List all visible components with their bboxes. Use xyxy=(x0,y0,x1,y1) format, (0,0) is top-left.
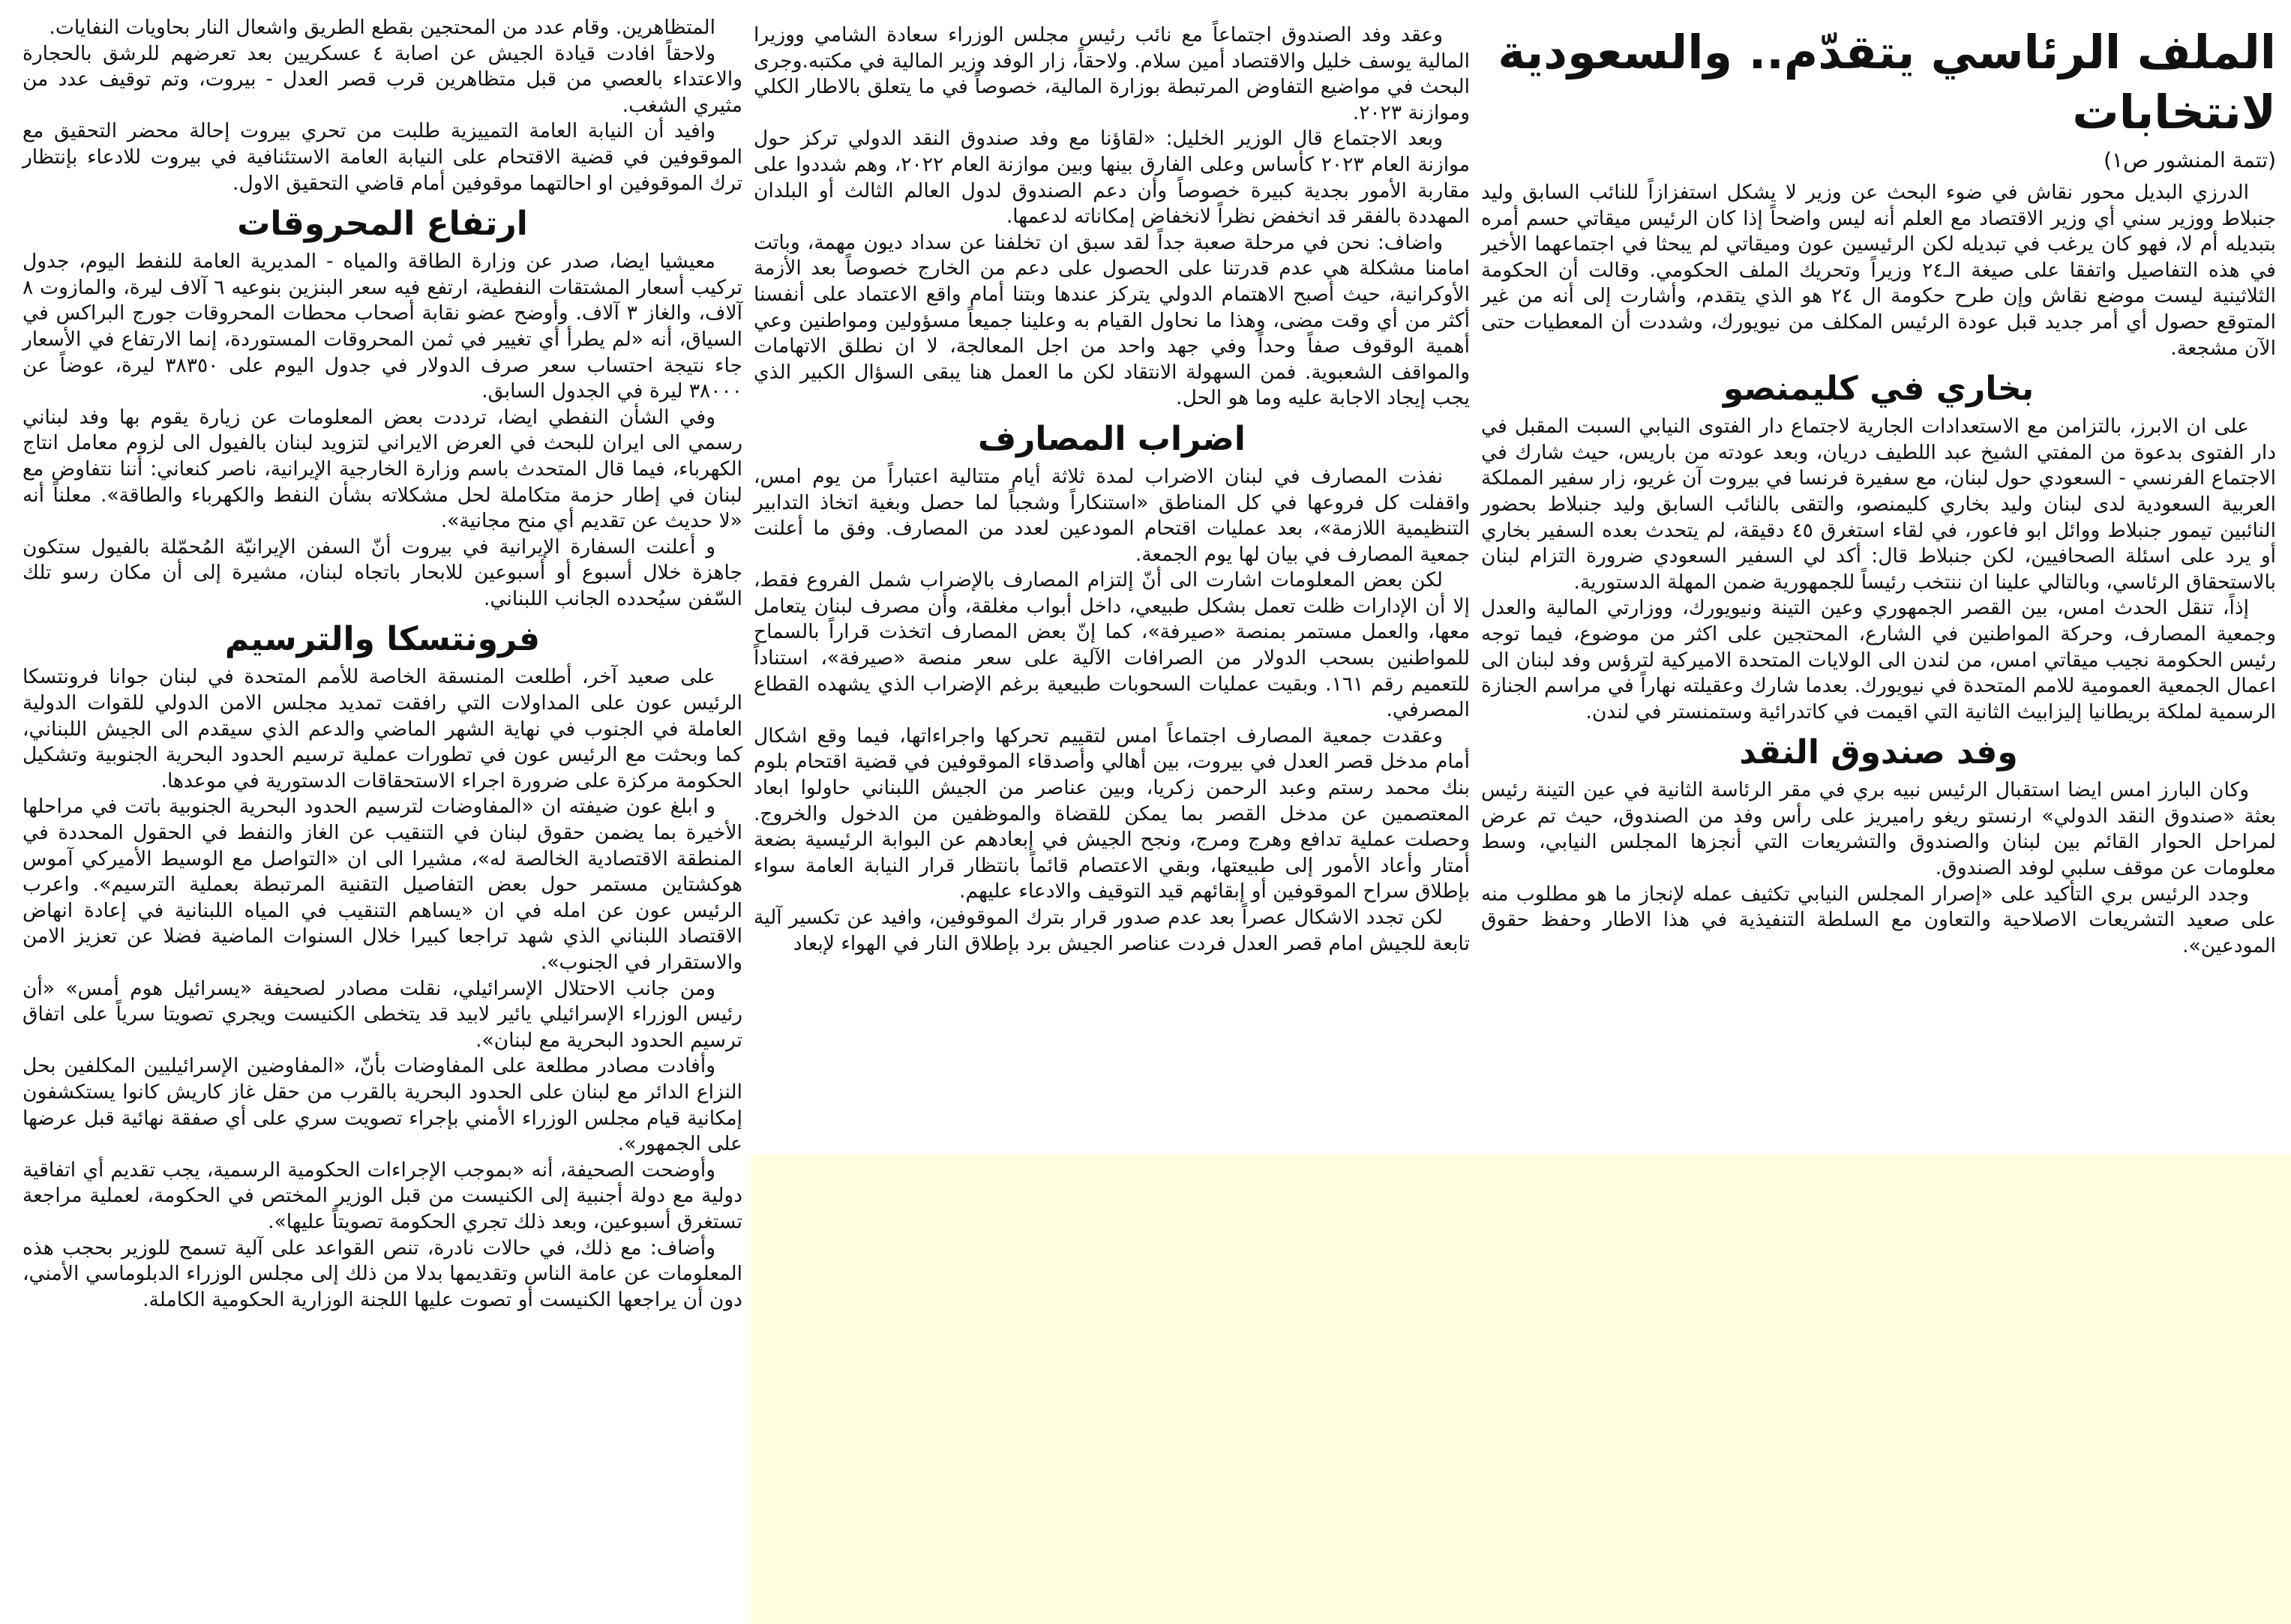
paragraph: لكن تجدد الاشكال عصراً بعد عدم صدور قرار بترك الموقوفين، وافيد عن تكسير آلية تابعة للجيش امام قصر العدل فردت عناصر الجيش برد بإطلاق النار في الهواء لإبعاد xyxy=(754,906,1470,955)
paragraph: وفي الشأن النفطي ايضا، ترددت بعض المعلومات عن زيارة يقوم بها وفد لبناني رسمي الى ايران للبحث في العرض الايراني لتزويد لبنان بالفيول الى لزوم معامل انتاج الكهرباء، فيما قال المتحدث باسم وزارة الخارجية الإيرانية، ناصر كنعاني: أننا نتفاوض مع لبنان في إطار حزمة متكاملة لحل مشكلاته بشأن النفط والكهرباء والطاقة». معلناً أنه «لا حديث عن تقديم أي منح مجانية». xyxy=(22,405,742,533)
paragraph: المتظاهرين. وقام عدد من المحتجين بقطع الطريق واشعال النار بحاويات النفايات. xyxy=(49,16,715,39)
continuation-note: (تتمة المنشور ص١) xyxy=(2104,148,2276,172)
paragraph: على ان الابرز، بالتزامن مع الاستعدادات الجارية لاجتماع دار الفتوى النيابي السبت المقبل في دار الفتوى بدعوة من المفتي الشيخ عبد اللطيف دريان، وبعد عودته من باريس، حيث شارك في الاجتماع الفرنسي - السعودي حول لبنان، مع سفيرة فرنسا في بيروت آن غريو، زار سفير المملكة العربية السعودية لدى لبنان وليد بخاري كليمنصو، والتقى بالنائب السابق وليد جنبلاط بحضور النائبين تيمور جنبلاط ووائل ابو فاعور، في لقاء استغرق ٤٥ دقيقة، لم يتحدث بعده السفير بخاري أو يرد على اسئلة الصحافيين، لكن جنبلاط قال: أكد لي السفير السعودي ضرورة التزام لبنان بالاستحقاق الرئاسي، وبالتالي علينا ان ننتخب رئيساً للجمهورية ضمن المهلة الدستورية. xyxy=(1481,415,2276,594)
paragraph: واضاف: نحن في مرحلة صعبة جداً لقد سبق ان تخلفنا عن سداد ديون مهمة، وباتت امامنا مشكلة هي عدم قدرتنا على الحصول على دعم من الخارج خصوصاً بعد الأزمة الأوكرانية، حيث أصبح الاهتمام الدولي يتركز عندها وبتنا أمام واقع الاعتماد على أنفسنا أكثر من أي وقت مضى، وهذا ما نحاول القيام به وعلينا جميعاً مسؤولين ومواطنين وعي أهمية الوقوف صفاً وحداً وفي جهد واحد من اجل المعالجة، لا ان نطلق الاتهامات والمواقف الشعبوية. فمن السهولة الانتقاد لكن ما العمل هنا يبقى السؤال الكبير الذي يجب إيجاد الاجابة عليه وما هو الحل. xyxy=(754,230,1470,410)
section-heading-banks: اضراب المصارف xyxy=(977,419,1246,458)
paragraph: ومن جانب الاحتلال الإسرائيلي، نقلت مصادر لصحيفة «يسرائيل هوم أمس» «أن رئيس الوزراء الإسرائيلي يائير لابيد قد يتخطى الكنيست ويجري تصويتا سرياً على اتفاق ترسيم الحدود البحرية مع لبنان». xyxy=(22,976,742,1052)
section-heading-fund: وفد صندوق النقد xyxy=(1739,733,2018,772)
paragraph: وأوضحت الصحيفة، أنه «بموجب الإجراءات الحكومية الرسمية، يجب تقديم أي اتفاقية دولية مع دولة أجنبية إلى الكنيست من قبل الوزير المختص في الحكومة، لعملية مراجعة تستغرق أسبوعين، وبعد ذلك تجري الحكومة تصويتاً عليها». xyxy=(22,1158,742,1233)
paragraph: وكان البارز امس ايضا استقبال الرئيس نبيه بري في مقر الرئاسة الثانية في عين التينة رئيس بعثة «صندوق النقد الدولي» ارنستو ريغو راميريز على رأس وفد من الصندوق، حيث تم عرض لمراحل الحوار القائم بين لبنان والصندوق والتشريعات التي أنجزها المجلس النيابي، وسط معلومات عن موقف سلبي لوفد الصندوق. xyxy=(1481,778,2276,880)
column-middle xyxy=(754,22,1470,957)
paragraph: وعقد وفد الصندوق اجتماعاً مع نائب رئيس مجلس الوزراء سعادة الشامي ووزيرا المالية يوسف خليل والاقتصاد أمين سلام. ولاحقاً، زار الوفد وزير المالية في مكتبه.وجرى البحث في مواضيع التفاوض المرتبطة بوزارة المالية، خصوصاً في ما يتعلق بالاطار الكلي وموازنة ٢٠٢٣. xyxy=(754,23,1470,124)
column-right xyxy=(1481,22,2276,959)
paragraph: الدرزي البديل محور نقاش في ضوء البحث عن وزير لا يشكل استفزازاً للنائب السابق وليد جنبلاط ووزير سني أي وزير الاقتصاد مع العلم أنه ليس واضحاً إذا كان الرئيس ميقاتي حسم أمره بتبديله أم لا، فهو كان يرغب في تبديله لكن الرئيسين عون وميقاتي لم يبحثا في اجتماعهما الأخير في هذه التفاصيل واتفقا على صيغة الـ٢٤ وزيراً وتحريك الملف الحكومي. وقالت أن الحكومة الثلاثينية ليست موضع نقاش وإن طرح حكومة ال ٢٤ هو الذي يتقدم، وأشارت إلى أنه من غير المتوقع حصول أي أمر جديد قبل عودة الرئيس المكلف من نيويورك، وشددت أن المعطيات حتى الآن مشجعة. xyxy=(1481,181,2276,360)
paragraph: و ابلغ عون ضيفته ان «المفاوضات لترسيم الحدود البحرية الجنوبية باتت في مراحلها الأخيرة بما يضمن حقوق لبنان في التنقيب عن الغاز والنفط في الحقول المحددة في المنطقة الاقتصادية الخالصة له»، مشيرا الى ان «التواصل مع الوسيط الأميركي آموس هوكشتاين مستمر حول بعض التفاصيل التقنية المرتبطة بعملية الترسيم». واعرب الرئيس عون عن امله في ان «يساهم التنقيب في المياه اللبنانية في إعادة انهاض الاقتصاد اللبناني الذي شهد تراجعا كبيرا خلال السنوات الماضية فضلا عن تعزيز الامن والاستقرار في الجنوب». xyxy=(22,795,742,974)
paragraph: على صعيد آخر، أطلعت المنسقة الخاصة للأمم المتحدة في لبنان جوانا فرونتسكا الرئيس عون على المداولات التي رافقت تمديد مجلس الامن الدولي للقوات الدولية العاملة في الجنوب في نهاية الشهر الماضي والدعم الذي سيقدم الى الجيش اللبناني، كما وبحثت مع الرئيس عون في تطورات عملية ترسيم الحدود البحرية الجنوبية وتشكيل الحكومة مركزة على ضرورة اجراء الاستحقاقات الدستورية في موعدها. xyxy=(22,665,742,793)
paragraph: وأفادت مصادر مطلعة على المفاوضات بأنّ، «المفاوضين الإسرائيليين المكلفين بحل النزاع الدائر مع لبنان على الحدود البحرية بالقرب من حقل غاز كاريش كانوا يستكشفون إمكانية قيام مجلس الوزراء الأمني بإجراء تصويت سري على أي صفقة نهائية قبل عرضها على الجمهور». xyxy=(22,1054,742,1156)
paragraph: معيشيا ايضا، صدر عن وزارة الطاقة والمياه - المديرية العامة للنفط اليوم، جدول تركيب أسعار المشتقات النفطية، ارتفع فيه سعر البنزين بنوعيه ٦ آلاف ليرة، والمازوت ٨ آلاف، والغاز ٣ آلاف. وأوضح عضو نقابة أصحاب محطات المحروقات جورج البراكس في السياق، أنه «لم يطرأ أي تغيير في ثمن المحروقات المستوردة، إنما الارتفاع في الأسعار جاء نتيجة احتساب سعر صرف الدولار في جدول اليوم على ٣٨٣٥٠ ليرة، عوضاً عن ٣٨٠٠٠ ليرة في الجدول السابق. xyxy=(22,250,743,403)
paragraph: لكن بعض المعلومات اشارت الى أنّ إلتزام المصارف بالإضراب شمل الفروع فقط، إلا أن الإدارات ظلت تعمل بشكل طبيعي، داخل أبواب مغلقة، وأن مصرف لبنان يتعامل معها، والعمل مستمر بمنصة «صيرفة»، كما إنّ بعض المصارف اتخذت قراراً بالسماح للمواطنين بسحب الدولار من الصرافات الآلية على سعر منصة «صيرفة»، استناداً للتعميم رقم ١٦١. وبقيت عمليات السحوبات طبيعية برغم الإضراب الذي يشهده القطاع المصرفي. xyxy=(754,568,1471,722)
paragraph: ولاحقاً افادت قيادة الجيش عن اصابة ٤ عسكريين بعد تعرضهم للرشق بالحجارة والاعتداء بالعصي من قبل متظاهرين قرب قصر العدل - بيروت، وتم توقيف عدد من مثيري الشغب. xyxy=(22,41,742,117)
headline: الملف الرئاسي يتقدّم.. والسعودية لانتخابات xyxy=(1498,25,2276,139)
paragraph: و أعلنت السفارة الإيرانية في بيروت أنّ السفن الإيرانيّة المُحمّلة بالفيول ستكون جاهزة خلال أسبوع أو أسبوعين للابحار باتجاه لبنان، مشيرة إلى أن مكان رسو تلك السّفن سيُحدده الجانب اللبناني. xyxy=(22,535,742,610)
column-left xyxy=(22,15,742,1313)
yellow-background-area xyxy=(750,1155,2291,1624)
paragraph: نفذت المصارف في لبنان الاضراب لمدة ثلاثة أيام متتالية اعتباراً من يوم امس، واقفلت كل فروعها في كل المناطق «استنكاراً وشجباً لما حصل وبغية اتخاذ التدابير التنظيمية اللازمة»، بعد عمليات اقتحام المودعين لعدد من المصارف. وفق ما أعلنت جمعية المصارف في بيان لها يوم الجمعة. xyxy=(754,464,1470,566)
paragraph: إذاً، تنقل الحدث امس، بين القصر الجمهوري وعين التينة ونيويورك، ووزارتي المالية والعدل وجمعية المصارف، وحركة المواطنين في الشارع، المحتجين على اكثر من موضوع، فيما توجه رئيس الحكومة نجيب ميقاتي امس، من لندن الى الولايات المتحدة الاميركية لترؤس وفد لبنان الى اعمال الجمعية العمومية للامم المتحدة في نيويورك. بعدما شارك وعقيلته نهاراً في مراسم الجنازة الرسمية لملكة بريطانيا إليزابيث الثانية التي اقيمت في كاتدرائية وستمنستر في لندن. xyxy=(1481,596,2276,724)
section-heading-bukhari: بخاري في كليمنصو xyxy=(1723,370,2035,409)
paragraph: وأضاف: مع ذلك، في حالات نادرة، تنص القواعد على آلية تسمح للوزير بحجب هذه المعلومات عن عامة الناس وتقديمها بدلا من ذلك إلى مجلس الوزراء الدبلوماسي الأمني، دون أن يراجعها الكنيست أو تصوت عليها اللجنة الوزارية الحكومية الكاملة. xyxy=(22,1236,742,1311)
section-heading-fuel: ارتفاع المحروقات xyxy=(237,205,528,244)
section-heading-frontiers: فرونتسكا والترسيم xyxy=(224,620,541,659)
paragraph: وعقدت جمعية المصارف اجتماعاً امس لتقييم تحركها واجراءاتها، فيما وقع اشكال أمام مدخل قصر العدل في بيروت، بين أهالي وأصدقاء الموقوفين في قضية اقتحام بلوم بنك محمد رستم وعبد الرحمن زكريا، وبين عناصر من الجيش اللبناني حاولوا ابعاد المعتصمين عن مدخل القصر بما يمكن للقضاة والموظفين من الدخول والخروج. وحصلت عملية تدافع وهرج ومرج، ونجح الجيش في إبعادهم عن البوابة الرئيسية بضعة أمتار وأعاد الأمور إلى طبيعتها، وبقي الاعتصام قائماً بانتظار قرار النيابة العامة سواء بإطلاق سراح الموقوفين أو إبقائهم قيد التوقيف والادعاء عليهم. xyxy=(754,724,1470,903)
paragraph: وجدد الرئيس بري التأكيد على «إصرار المجلس النيابي تكثيف عمله لإنجاز ما هو مطلوب منه على صعيد التشريعات الاصلاحية والتعاون مع السلطة التنفيذية في هذا الاطار وحفظ حقوق المودعين». xyxy=(1481,882,2276,957)
paragraph: وبعد الاجتماع قال الوزير الخليل: «لقاؤنا مع وفد صندوق النقد الدولي تركز حول موازنة العام ٢٠٢٣ كأساس وعلى الفارق بينها وبين موازنة العام ٢٠٢٢، وهم شددوا على مقاربة الأمور بجدية كبيرة خصوصاً وأن دعم الصندوق لدول العالم الثالث أو البلدان المهددة بالفقر قد انخفض نظراً لانخفاض إمكاناته لدعمها. xyxy=(754,127,1470,229)
paragraph: وافيد أن النيابة العامة التمييزية طلبت من تحري بيروت إحالة محضر التحقيق مع الموقوفين في قضية الاقتحام على النيابة العامة الاستئنافية في بيروت للادعاء بإنتظار ترك الموقوفين او احالتهما موقوفين أمام قاضي التحقيق الاول. xyxy=(22,119,742,195)
